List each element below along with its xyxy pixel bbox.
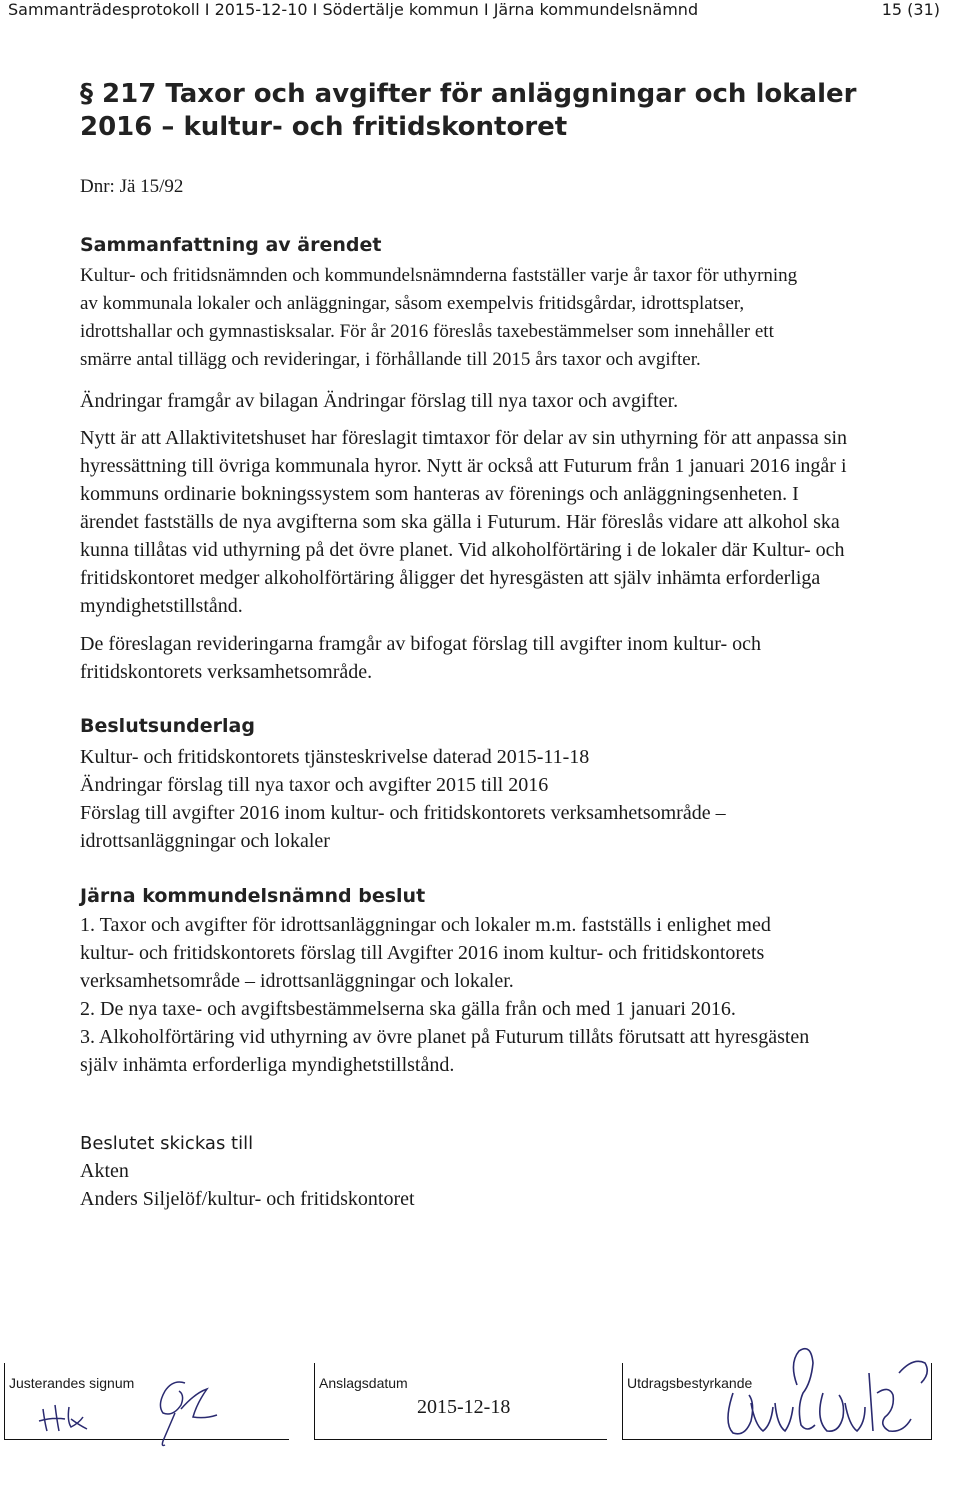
text-line: smärre antal tillägg och revideringar, i förhållande till 2015 års taxor och avgifter. <box>80 349 701 370</box>
list-item: Ändringar förslag till nya taxor och avgifter 2015 till 2016 <box>80 774 549 796</box>
paragraph-revisions <box>80 630 945 686</box>
recipient: Akten <box>80 1160 129 1182</box>
text-line: Kultur- och fritidsnämnden och kommundelsnämnderna fastställer varje år taxor för uthyrning <box>80 265 798 286</box>
recipient: Anders Siljelöf/kultur- och fritidskontoret <box>80 1188 415 1210</box>
decision-line: kultur- och fritidskontorets förslag till Avgifter 2016 inom kultur- och fritidskontorets <box>80 942 765 964</box>
text-line: hyressättning till övriga kommunala hyror. Nytt är också att Futurum från 1 januari 2016 ingår i <box>80 455 847 477</box>
text-line: Ändringar framgår av bilagan Ändringar förslag till nya taxor och avgifter. <box>80 390 679 412</box>
paragraph-attachment-ref <box>80 387 945 415</box>
decision-line: själv inhämta erforderliga myndighetstillstånd. <box>80 1054 455 1076</box>
signature-icon <box>693 1333 943 1453</box>
decision-line: verksamhetsområde – idrottsanläggningar och lokaler. <box>80 970 514 992</box>
justerandes-signum-label: Justerandes signum <box>9 1375 135 1391</box>
list-item: Kultur- och fritidskontorets tjänsteskrivelse daterad 2015-11-18 <box>80 746 590 768</box>
justerandes-signum-box <box>4 1363 289 1440</box>
text-line: myndighetstillstånd. <box>80 595 243 617</box>
utdragsbestyrkande-label: Utdragsbestyrkande <box>627 1375 753 1391</box>
section-title <box>80 78 940 144</box>
text-line: ärendet fastställs de nya avgifterna som ska gälla i Futurum. Här föreslås vidare att alkohol ska <box>80 511 840 533</box>
text-line: fritidskontoret medger alkoholförtäring åligger det hyresgästen att själv inhämta erforderliga <box>80 567 821 589</box>
heading-sammanfattning: Sammanfattning av ärendet <box>80 234 382 256</box>
decision-line: 2. De nya taxe- och avgiftsbestämmelserna ska gälla från och med 1 januari 2016. <box>80 998 736 1020</box>
initials-signature-icon <box>35 1369 265 1449</box>
page-header <box>8 0 940 24</box>
list-beslutsunderlag <box>80 743 945 855</box>
list-item: idrottsanläggningar och lokaler <box>80 830 330 852</box>
anslagsdatum-box <box>314 1363 607 1440</box>
header-protocol-info: Sammanträdesprotokoll I 2015-12-10 I Södertälje kommun I Järna kommundelsnämnd <box>8 0 699 19</box>
paragraph-summary <box>80 262 940 374</box>
text-line: Nytt är att Allaktivitetshuset har föreslagit timtaxor för delar av sin uthyrning för att anpassa sin <box>80 427 848 449</box>
anslagsdatum-value: 2015-12-18 <box>417 1396 511 1418</box>
distribution-list <box>80 1157 945 1213</box>
text-line: De föreslagan revideringarna framgår av bifogat förslag till avgifter inom kultur- och <box>80 633 762 655</box>
list-beslut <box>80 911 945 1079</box>
text-line: fritidskontorets verksamhetsområde. <box>80 661 373 683</box>
text-line: idrottshallar och gymnastisksalar. För år 2016 föreslås taxebestämmelser som innehåller ett <box>80 321 774 342</box>
title-line-2: 2016 – kultur- och fritidskontoret <box>80 112 568 142</box>
anslagsdatum-label: Anslagsdatum <box>319 1375 408 1391</box>
distribution-label: Beslutet skickas till <box>80 1133 254 1154</box>
heading-beslut: Järna kommundelsnämnd beslut <box>80 885 426 907</box>
heading-beslutsunderlag: Beslutsunderlag <box>80 715 255 737</box>
text-line: kommuns ordinarie bokningssystem som hanteras av förenings och anläggningsenheten. I <box>80 483 799 505</box>
decision-line: 1. Taxor och avgifter för idrottsanläggningar och lokaler m.m. fastställs i enlighet med <box>80 914 771 936</box>
header-page-number: 15 (31) <box>881 0 940 19</box>
decision-line: 3. Alkoholförtäring vid uthyrning av övre planet på Futurum tillåts förutsatt att hyresgästen <box>80 1026 810 1048</box>
paragraph-news <box>80 424 945 620</box>
text-line: av kommunala lokaler och anläggningar, såsom exempelvis fritidsgårdar, idrottsplatser, <box>80 293 745 314</box>
title-line-1: § 217 Taxor och avgifter för anläggningar och lokaler <box>80 79 857 109</box>
diary-number: Dnr: Jä 15/92 <box>80 176 184 197</box>
text-line: kunna tillåtas vid uthyrning på det övre planet. Vid alkoholförtäring i de lokaler där Kultur- och <box>80 539 845 561</box>
utdragsbestyrkande-box <box>622 1363 932 1440</box>
list-item: Förslag till avgifter 2016 inom kultur- och fritidskontorets verksamhetsområde – <box>80 802 726 824</box>
